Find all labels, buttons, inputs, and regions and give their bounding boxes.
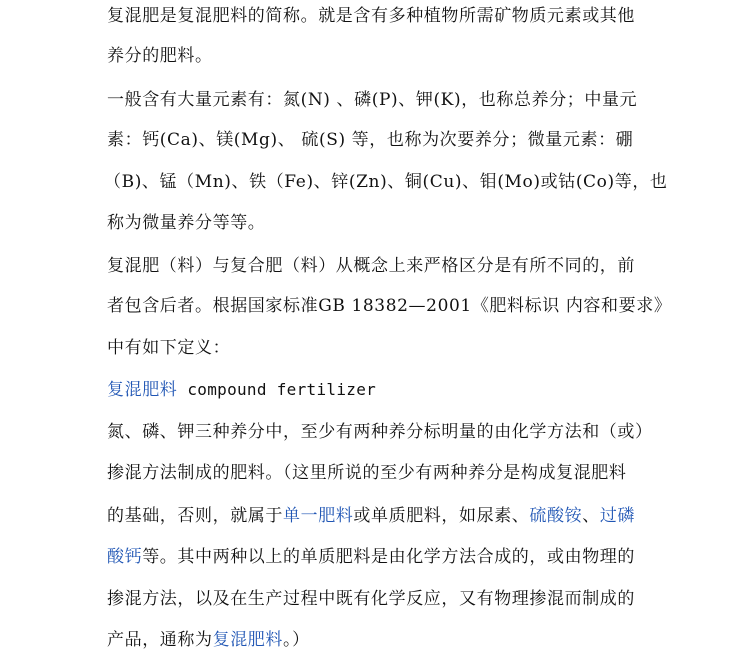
link-guolinsuangai-part1[interactable]: 过磷 <box>599 506 636 526</box>
definition-line: 掺混方法，以及在生产过程中既有化学反应，又有物理掺混而制成的 <box>107 589 635 609</box>
paragraph-line: 养分的肥料。 <box>107 46 213 66</box>
term-link-fuhunfeiliao[interactable]: 复混肥料 <box>107 380 178 400</box>
paragraph-line: 复混肥是复混肥料的简称。就是含有多种植物所需矿物质元素或其他 <box>107 6 635 26</box>
link-liusuanan[interactable]: 硫酸铵 <box>529 506 583 526</box>
definition-line <box>107 502 635 530</box>
paragraph-line: 复混肥（料）与复合肥（料）从概念上来严格区分是有所不同的，前 <box>107 256 635 276</box>
paragraph-line: 称为微量养分等等。 <box>107 213 266 233</box>
text-span: 产品，通称为 <box>107 630 213 650</box>
link-danyi-feiliao[interactable]: 单一肥料 <box>283 506 354 526</box>
definition-line: 氮、磷、钾三种养分中，至少有两种养分标明量的由化学方法和（或） <box>107 422 653 442</box>
definition-line <box>107 626 310 654</box>
paragraph-line: 素：钙(Ca)、镁(Mg)、 硫(S) 等，也称为次要养分；微量元素：硼 <box>107 130 634 150</box>
link-guolinsuangai-part2[interactable]: 酸钙 <box>107 547 143 567</box>
paragraph-line: 一般含有大量元素有：氮(N) 、磷(P)、钾(K)，也称总养分；中量元 <box>107 90 638 110</box>
definition-line <box>107 543 635 571</box>
text-span: 。） <box>283 630 310 650</box>
definition-line: 掺混方法制成的肥料。（这里所说的至少有两种养分是构成复混肥料 <box>107 463 627 483</box>
text-span: 的基础，否则，就属于 <box>107 506 283 526</box>
paragraph-line: 中有如下定义： <box>107 338 231 358</box>
text-span: 或单质肥料，如尿素、 <box>353 506 530 526</box>
link-fuhunfeiliao[interactable]: 复混肥料 <box>212 630 284 650</box>
term-english: compound fertilizer <box>177 380 377 399</box>
text-span: 等。其中两种以上的单质肥料是由化学方法合成的，或由物理的 <box>142 547 636 567</box>
paragraph-line: 者包含后者。根据国家标准GB 18382—2001《肥料标识 内容和要求》 <box>107 296 672 316</box>
term-heading <box>107 376 376 404</box>
paragraph-line: （B)、锰（Mn)、铁（Fe)、锌(Zn)、铜(Cu)、钼(Mo)或钴(Co)等，也 <box>104 172 668 192</box>
text-span: 、 <box>582 506 600 526</box>
